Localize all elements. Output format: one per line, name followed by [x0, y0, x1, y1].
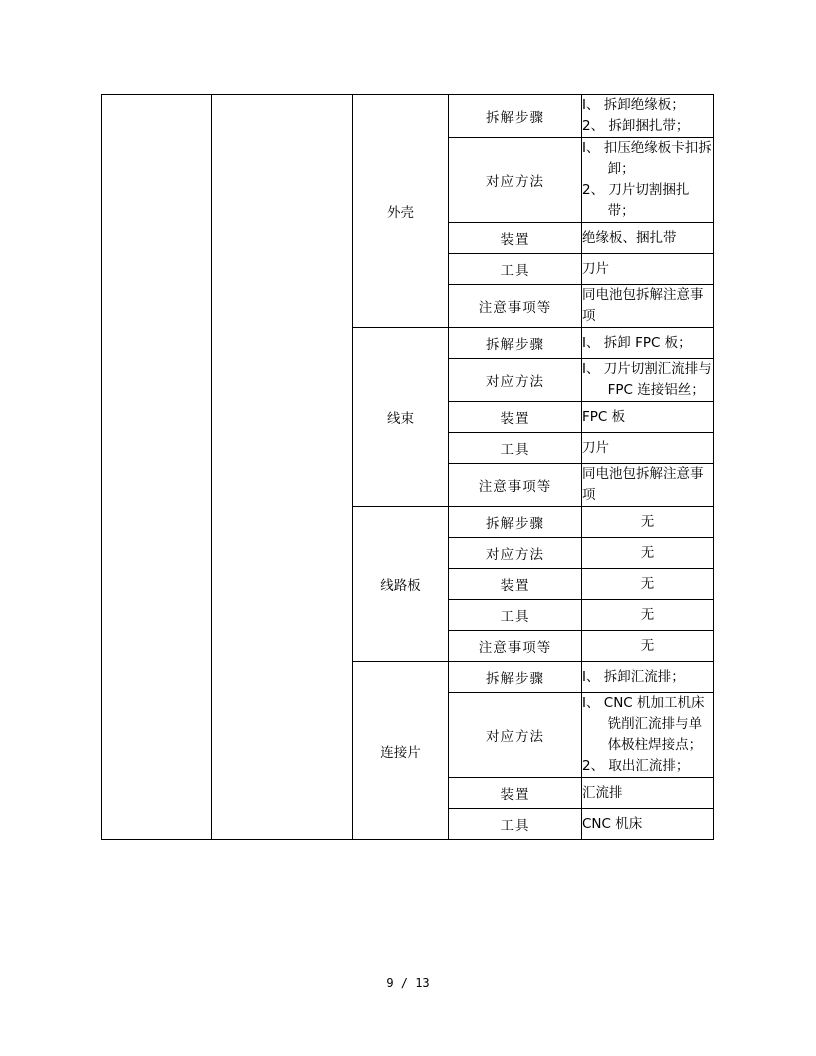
- section-name: 线路板: [353, 507, 449, 662]
- value-item: 无: [640, 513, 655, 530]
- value-item: CNC 机床: [582, 815, 643, 832]
- row-value: [582, 433, 714, 464]
- value-item: 无: [640, 575, 655, 592]
- value-item: I、 拆卸汇流排；: [582, 668, 685, 685]
- value-item: 绝缘板、捆扎带: [582, 229, 677, 246]
- row-label: 装置: [449, 402, 582, 433]
- row-value: [582, 631, 714, 662]
- row-value: [582, 402, 714, 433]
- row-value: [582, 693, 714, 778]
- row-value: [582, 507, 714, 538]
- blank-column-2: [212, 95, 353, 840]
- value-item: 2、 拆卸捆扎带；: [582, 118, 690, 134]
- value-item: I、 扣压绝缘板卡扣拆卸；: [582, 140, 712, 177]
- value-item: I、 CNC 机加工机床铣削汇流排与单体极柱焊接点；: [582, 695, 705, 753]
- value-item: 无: [640, 544, 655, 561]
- row-label: 装置: [449, 223, 582, 254]
- value-item: 2、 刀片切割捆扎带；: [582, 182, 690, 219]
- row-label: 工具: [449, 600, 582, 631]
- row-label: 对应方法: [449, 693, 582, 778]
- table-row: [102, 95, 714, 138]
- section-name: 外壳: [353, 95, 449, 328]
- section-name: 连接片: [353, 662, 449, 840]
- row-value: [582, 95, 714, 138]
- row-label: 工具: [449, 809, 582, 840]
- value-item: 刀片: [582, 260, 609, 277]
- row-label: 装置: [449, 778, 582, 809]
- row-label: 拆解步骤: [449, 507, 582, 538]
- value-item: 2、 取出汇流排；: [582, 758, 690, 774]
- blank-column-1: [102, 95, 212, 840]
- value-item: I、 拆卸 FPC 板；: [582, 334, 692, 351]
- row-value: [582, 569, 714, 600]
- row-label: 工具: [449, 254, 582, 285]
- row-label: 对应方法: [449, 359, 582, 402]
- value-item: I、 拆卸绝缘板；: [582, 97, 685, 113]
- row-label: 工具: [449, 433, 582, 464]
- value-item: FPC 板: [582, 408, 626, 425]
- row-value: [582, 285, 714, 328]
- row-label: 拆解步骤: [449, 662, 582, 693]
- row-label: 对应方法: [449, 538, 582, 569]
- value-item: 无: [640, 606, 655, 623]
- value-item: 刀片: [582, 439, 609, 456]
- section-name: 线束: [353, 328, 449, 507]
- row-value: [582, 538, 714, 569]
- row-value: [582, 778, 714, 809]
- row-value: [582, 254, 714, 285]
- row-label: 拆解步骤: [449, 95, 582, 138]
- row-value: [582, 223, 714, 254]
- row-value: [582, 600, 714, 631]
- row-label: 装置: [449, 569, 582, 600]
- row-label: 注意事项等: [449, 631, 582, 662]
- value-item: 无: [640, 637, 655, 654]
- value-item: 汇流排: [582, 784, 623, 801]
- row-label: 对应方法: [449, 138, 582, 223]
- row-label: 注意事项等: [449, 285, 582, 328]
- row-value: [582, 328, 714, 359]
- row-value: [582, 809, 714, 840]
- row-label: 拆解步骤: [449, 328, 582, 359]
- row-value: [582, 662, 714, 693]
- value-item: 同电池包拆解注意事项: [582, 287, 704, 324]
- value-item: 同电池包拆解注意事项: [582, 466, 704, 503]
- row-value: [582, 464, 714, 507]
- value-item: I、 刀片切割汇流排与 FPC 连接铝丝；: [582, 361, 712, 398]
- row-value: [582, 359, 714, 402]
- page-number: 9 / 13: [386, 976, 430, 990]
- disassembly-table: [101, 94, 714, 840]
- row-value: [582, 138, 714, 223]
- row-label: 注意事项等: [449, 464, 582, 507]
